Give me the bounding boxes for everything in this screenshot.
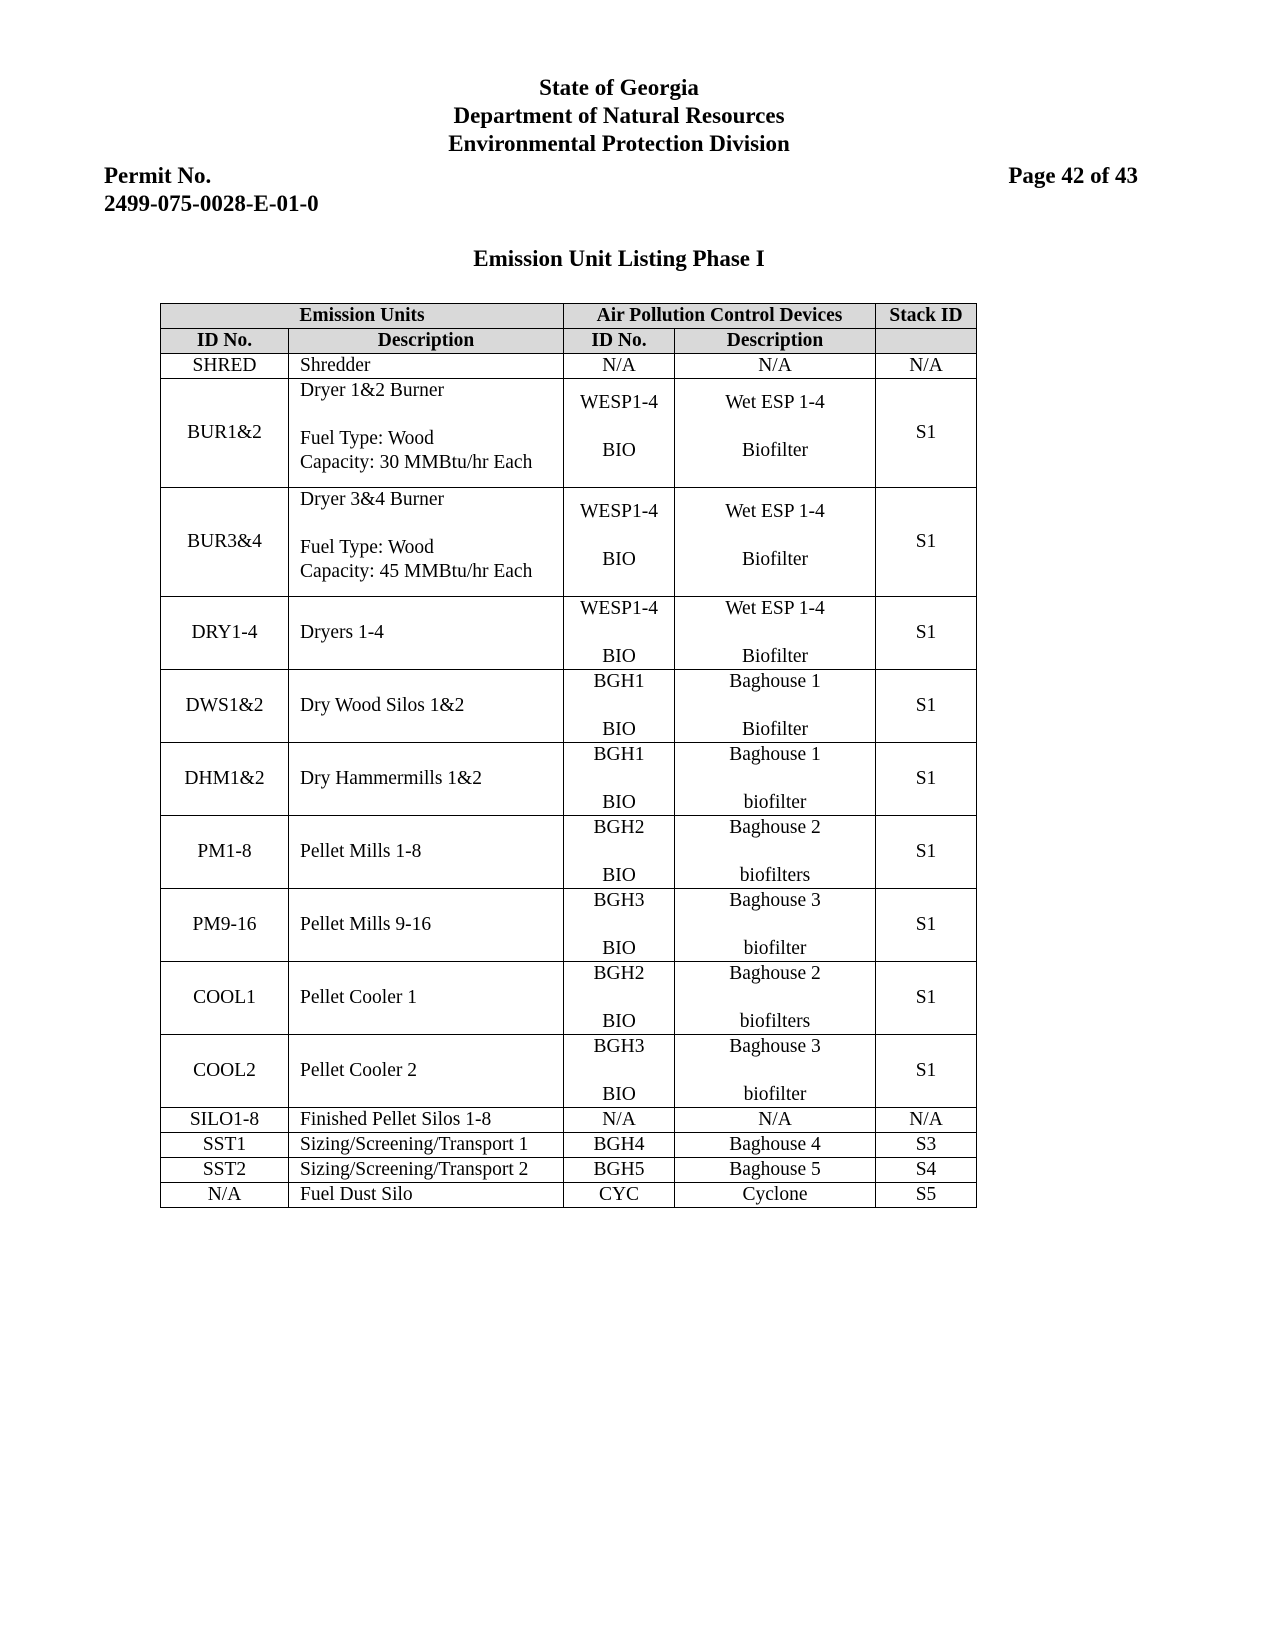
table-row: [161, 379, 977, 488]
apcd-id-line: WESP1-4: [580, 392, 658, 413]
table-row: [161, 962, 977, 1035]
stack-id-cell: S1: [876, 488, 977, 597]
apcd-id-cell: N/A: [564, 1108, 675, 1133]
table-row: [161, 1133, 977, 1158]
eu-desc-line: Fuel Type: Wood: [300, 428, 434, 449]
apcd-id-cell: [564, 889, 675, 962]
eu-desc-cell: [289, 379, 564, 488]
eu-id-cell: COOL2: [161, 1035, 289, 1108]
eu-desc-line: Capacity: 45 MMBtu/hr Each: [300, 561, 533, 582]
eu-id-cell: SHRED: [161, 354, 289, 379]
eu-desc-line: Dryer 3&4 Burner: [300, 489, 445, 510]
apcd-desc-line: Wet ESP 1-4: [725, 598, 825, 619]
apcd-id-line: BGH1: [593, 671, 645, 692]
apcd-desc-line: Biofilter: [741, 440, 809, 461]
page-title: Emission Unit Listing Phase I: [473, 246, 765, 271]
apcd-desc-cell: [675, 488, 876, 597]
header-stack-blank: [876, 329, 977, 354]
apcd-id-line: BIO: [602, 646, 636, 667]
apcd-id-cell: BGH4: [564, 1133, 675, 1158]
apcd-id-cell: [564, 488, 675, 597]
header-state: State of Georgia: [539, 75, 699, 100]
apcd-id-cell: [564, 743, 675, 816]
apcd-desc-line: biofilter: [743, 792, 807, 813]
apcd-desc-cell: N/A: [675, 1108, 876, 1133]
stack-id-cell: N/A: [876, 354, 977, 379]
stack-id-cell: S1: [876, 816, 977, 889]
table-row: [161, 488, 977, 597]
stack-id-cell: S1: [876, 379, 977, 488]
eu-id-cell: BUR1&2: [161, 379, 289, 488]
table-row: [161, 889, 977, 962]
eu-desc-cell: Fuel Dust Silo: [289, 1183, 564, 1208]
eu-desc-cell: Pellet Cooler 1: [289, 962, 564, 1035]
eu-id-cell: SST2: [161, 1158, 289, 1183]
stack-id-cell: S4: [876, 1158, 977, 1183]
apcd-id-line: BGH2: [593, 963, 645, 984]
apcd-id-cell: N/A: [564, 354, 675, 379]
eu-id-cell: BUR3&4: [161, 488, 289, 597]
eu-desc-cell: Finished Pellet Silos 1-8: [289, 1108, 564, 1133]
permit-number: 2499-075-0028-E-01-0: [104, 191, 319, 216]
apcd-desc-cell: [675, 889, 876, 962]
eu-desc-cell: Shredder: [289, 354, 564, 379]
apcd-desc-line: biofilters: [739, 865, 811, 886]
apcd-desc-cell: Baghouse 4: [675, 1133, 876, 1158]
apcd-desc-line: biofilters: [739, 1011, 811, 1032]
apcd-desc-line: biofilter: [743, 1084, 807, 1105]
eu-desc-line: Capacity: 30 MMBtu/hr Each: [300, 452, 533, 473]
table-sub-header-row: [161, 329, 977, 354]
apcd-id-line: BIO: [602, 1011, 636, 1032]
page-number: Page 42 of 43: [1008, 163, 1138, 188]
header-apcd-id: ID No.: [564, 329, 675, 354]
apcd-id-line: BIO: [602, 865, 636, 886]
apcd-desc-cell: [675, 379, 876, 488]
apcd-desc-line: Baghouse 2: [729, 963, 821, 984]
stack-id-cell: S3: [876, 1133, 977, 1158]
apcd-desc-cell: [675, 670, 876, 743]
eu-id-cell: SILO1-8: [161, 1108, 289, 1133]
apcd-desc-cell: [675, 597, 876, 670]
apcd-id-line: BGH3: [593, 890, 645, 911]
eu-desc-cell: Sizing/Screening/Transport 2: [289, 1158, 564, 1183]
stack-id-cell: S1: [876, 670, 977, 743]
header-stack-id: Stack ID: [876, 304, 977, 329]
apcd-desc-cell: [675, 743, 876, 816]
apcd-id-cell: CYC: [564, 1183, 675, 1208]
apcd-id-line: BGH2: [593, 817, 645, 838]
permit-label: Permit No.: [104, 163, 212, 188]
header-department: Department of Natural Resources: [453, 103, 785, 128]
eu-desc-cell: Sizing/Screening/Transport 1: [289, 1133, 564, 1158]
apcd-id-line: BGH3: [593, 1036, 645, 1057]
apcd-id-line: BGH1: [593, 744, 645, 765]
apcd-desc-cell: [675, 1035, 876, 1108]
table-group-header-row: [161, 304, 977, 329]
eu-id-cell: DRY1-4: [161, 597, 289, 670]
apcd-id-line: BIO: [602, 938, 636, 959]
apcd-id-cell: [564, 962, 675, 1035]
table-row: [161, 597, 977, 670]
apcd-id-line: BIO: [602, 719, 636, 740]
apcd-desc-line: Biofilter: [741, 719, 809, 740]
apcd-desc-line: Biofilter: [741, 646, 809, 667]
apcd-desc-line: Baghouse 3: [729, 1036, 821, 1057]
apcd-desc-line: Baghouse 1: [729, 671, 821, 692]
apcd-desc-line: Wet ESP 1-4: [725, 501, 825, 522]
header-eu-id: ID No.: [161, 329, 289, 354]
header-eu-description: Description: [289, 329, 564, 354]
apcd-desc-line: Baghouse 2: [729, 817, 821, 838]
eu-desc-line: Fuel Type: Wood: [300, 537, 434, 558]
apcd-id-cell: [564, 597, 675, 670]
eu-desc-cell: Pellet Mills 9-16: [289, 889, 564, 962]
table-row: [161, 354, 977, 379]
agency-header: [0, 74, 1238, 158]
apcd-id-cell: BGH5: [564, 1158, 675, 1183]
eu-desc-cell: Dry Hammermills 1&2: [289, 743, 564, 816]
apcd-desc-cell: Cyclone: [675, 1183, 876, 1208]
eu-desc-cell: [289, 488, 564, 597]
stack-id-cell: S1: [876, 597, 977, 670]
permit-block: [104, 162, 319, 218]
eu-id-cell: DWS1&2: [161, 670, 289, 743]
table-row: [161, 1183, 977, 1208]
header-apcd-description: Description: [675, 329, 876, 354]
eu-desc-cell: Dryers 1-4: [289, 597, 564, 670]
apcd-id-line: WESP1-4: [580, 501, 658, 522]
apcd-desc-line: Baghouse 3: [729, 890, 821, 911]
apcd-desc-line: Baghouse 1: [729, 744, 821, 765]
eu-id-cell: PM9-16: [161, 889, 289, 962]
eu-id-cell: DHM1&2: [161, 743, 289, 816]
eu-desc-cell: Pellet Cooler 2: [289, 1035, 564, 1108]
table-row: [161, 1158, 977, 1183]
stack-id-cell: S5: [876, 1183, 977, 1208]
eu-desc-line: Dryer 1&2 Burner: [300, 380, 445, 401]
apcd-id-cell: [564, 1035, 675, 1108]
stack-id-cell: N/A: [876, 1108, 977, 1133]
apcd-id-line: BIO: [602, 1084, 636, 1105]
stack-id-cell: S1: [876, 1035, 977, 1108]
table-row: [161, 743, 977, 816]
header-division: Environmental Protection Division: [448, 131, 790, 156]
apcd-id-cell: [564, 379, 675, 488]
apcd-id-cell: [564, 670, 675, 743]
apcd-id-line: BIO: [602, 792, 636, 813]
emission-unit-table: [160, 303, 977, 1208]
eu-id-cell: COOL1: [161, 962, 289, 1035]
table-row: [161, 1035, 977, 1108]
header-apcd: Air Pollution Control Devices: [564, 304, 876, 329]
eu-desc-cell: Dry Wood Silos 1&2: [289, 670, 564, 743]
header-emission-units: Emission Units: [161, 304, 564, 329]
table-row: [161, 816, 977, 889]
table-row: [161, 1108, 977, 1133]
apcd-desc-line: Biofilter: [741, 549, 809, 570]
apcd-desc-cell: Baghouse 5: [675, 1158, 876, 1183]
eu-desc-cell: Pellet Mills 1-8: [289, 816, 564, 889]
apcd-desc-line: biofilter: [743, 938, 807, 959]
eu-id-cell: PM1-8: [161, 816, 289, 889]
stack-id-cell: S1: [876, 743, 977, 816]
apcd-desc-cell: [675, 816, 876, 889]
apcd-id-line: BIO: [602, 549, 636, 570]
apcd-id-line: BIO: [602, 440, 636, 461]
apcd-desc-line: Wet ESP 1-4: [725, 392, 825, 413]
apcd-id-cell: [564, 816, 675, 889]
eu-id-cell: N/A: [161, 1183, 289, 1208]
eu-id-cell: SST1: [161, 1133, 289, 1158]
table-row: [161, 670, 977, 743]
apcd-desc-cell: [675, 962, 876, 1035]
apcd-desc-cell: N/A: [675, 354, 876, 379]
stack-id-cell: S1: [876, 962, 977, 1035]
apcd-id-line: WESP1-4: [580, 598, 658, 619]
stack-id-cell: S1: [876, 889, 977, 962]
